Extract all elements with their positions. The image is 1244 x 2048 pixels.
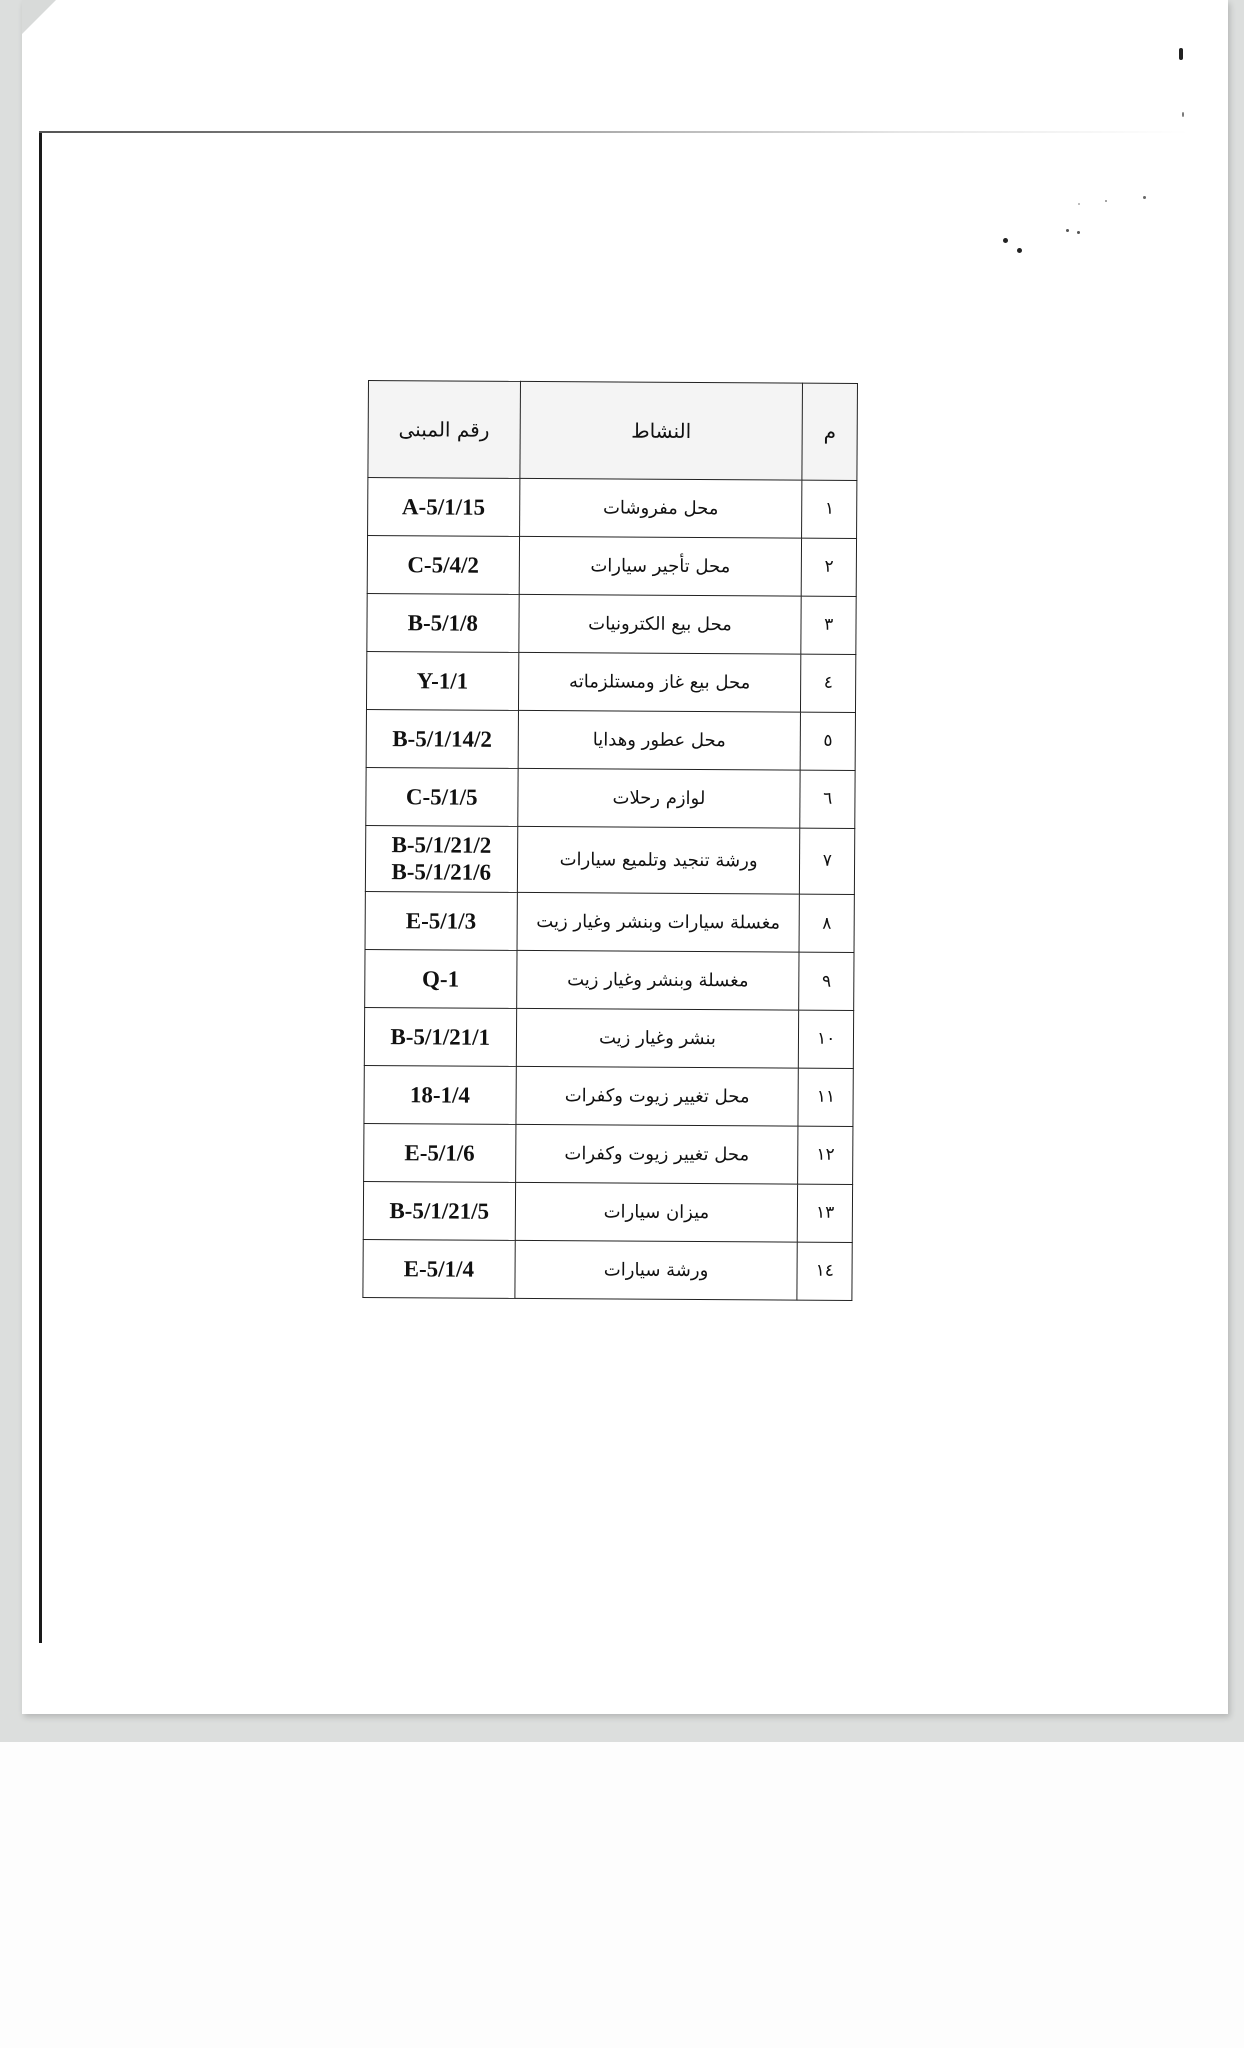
building-number: C-5/4/2 bbox=[407, 551, 480, 578]
activity-name: مغسلة سيارات وبنشر وغيار زيت bbox=[517, 892, 800, 952]
table-row bbox=[366, 651, 855, 712]
row-number: ٤ bbox=[801, 654, 856, 712]
activity-name: ميزان سيارات bbox=[515, 1182, 798, 1242]
table-body bbox=[363, 478, 857, 1301]
header-activity: النشاط bbox=[519, 381, 802, 480]
activity-name: مغسلة وبنشر وغيار زيت bbox=[516, 950, 799, 1010]
scan-speck bbox=[1066, 229, 1069, 232]
table-row bbox=[367, 593, 856, 654]
building-number-cell bbox=[363, 1181, 515, 1240]
row-number: ١١ bbox=[798, 1068, 853, 1126]
building-number: C-5/1/5 bbox=[405, 783, 478, 810]
row-number: ٩ bbox=[799, 952, 854, 1010]
activity-name: بنشر وغيار زيت bbox=[516, 1008, 799, 1068]
row-number: ٨ bbox=[799, 894, 854, 952]
scan-speck bbox=[1182, 112, 1184, 117]
building-number-cell bbox=[367, 535, 519, 594]
table-row bbox=[364, 1123, 853, 1184]
building-number-cell bbox=[368, 478, 520, 537]
frame-line-left bbox=[39, 131, 42, 1643]
building-number-cell bbox=[365, 892, 517, 951]
table-row bbox=[365, 950, 854, 1011]
building-number: E-5/1/3 bbox=[405, 907, 477, 934]
scan-speck bbox=[1143, 196, 1146, 199]
building-number: Y-1/1 bbox=[416, 667, 469, 694]
building-number-cell bbox=[366, 709, 518, 768]
building-number: B-5/1/21/6 bbox=[391, 859, 492, 886]
activity-name: محل تغيير زيوت وكفرات bbox=[515, 1124, 798, 1184]
table-header-row bbox=[368, 381, 858, 481]
frame-line-top bbox=[39, 131, 1189, 133]
row-number: ٣ bbox=[801, 596, 856, 654]
building-number-cell bbox=[367, 593, 519, 652]
activity-name: محل عطور وهدايا bbox=[518, 710, 801, 770]
activity-name: محل تغيير زيوت وكفرات bbox=[516, 1066, 799, 1126]
row-number: ٥ bbox=[801, 712, 856, 770]
activity-name: لوازم رحلات bbox=[517, 768, 800, 828]
building-number: Q-1 bbox=[422, 966, 460, 992]
row-number: ١ bbox=[802, 480, 857, 538]
building-number: E-5/1/6 bbox=[404, 1139, 475, 1166]
table-row bbox=[368, 478, 857, 539]
table-row bbox=[365, 892, 854, 953]
building-number-cell bbox=[364, 1007, 516, 1066]
header-number: م bbox=[802, 383, 857, 480]
building-number-cell bbox=[365, 950, 517, 1009]
activity-name: محل بيع الكترونيات bbox=[518, 594, 801, 654]
scan-speck bbox=[1003, 238, 1008, 243]
scan-speck bbox=[1017, 248, 1022, 253]
activity-name: محل بيع غاز ومستلزماته bbox=[518, 652, 801, 712]
scan-speck bbox=[1179, 48, 1183, 60]
building-number: B-5/1/21/1 bbox=[390, 1023, 491, 1050]
building-number-cell bbox=[365, 825, 517, 892]
table-row bbox=[367, 535, 856, 596]
row-number: ١٢ bbox=[798, 1126, 853, 1184]
table-row bbox=[366, 709, 855, 770]
row-number: ١٠ bbox=[799, 1010, 854, 1068]
building-number: B-5/1/14/2 bbox=[392, 725, 492, 752]
building-number-cell bbox=[366, 651, 518, 710]
activity-name: ورشة تنجيد وتلميع سيارات bbox=[517, 826, 800, 894]
table-row bbox=[364, 1007, 853, 1068]
building-number: A-5/1/15 bbox=[401, 493, 486, 520]
row-number: ٢ bbox=[802, 538, 857, 596]
header-building-number: رقم المبنى bbox=[368, 381, 520, 479]
building-number-cell bbox=[366, 767, 518, 826]
building-number-cell bbox=[364, 1065, 516, 1124]
table-row bbox=[363, 1239, 852, 1300]
building-number-cell bbox=[364, 1123, 516, 1182]
row-number: ٧ bbox=[800, 828, 855, 894]
row-number: ١٤ bbox=[797, 1242, 852, 1300]
building-number: B-5/1/21/5 bbox=[389, 1197, 490, 1224]
building-number-cell bbox=[363, 1239, 515, 1298]
activity-name: محل تأجير سيارات bbox=[519, 536, 802, 596]
activities-table bbox=[362, 380, 858, 1301]
table-row bbox=[366, 767, 855, 828]
building-number: B-5/1/21/2 bbox=[391, 832, 492, 858]
building-number: E-5/1/4 bbox=[403, 1255, 475, 1282]
scan-speck bbox=[1077, 231, 1080, 234]
building-number: 18-1/4 bbox=[409, 1081, 471, 1108]
building-number: B-5/1/8 bbox=[407, 609, 479, 636]
activities-table-container bbox=[362, 380, 858, 1301]
activity-name: محل مفروشات bbox=[519, 478, 802, 538]
table-row bbox=[363, 1181, 852, 1242]
activity-name: ورشة سيارات bbox=[514, 1240, 797, 1300]
folded-corner bbox=[22, 0, 56, 34]
scan-speck bbox=[1078, 203, 1080, 205]
scan-speck bbox=[1105, 200, 1107, 202]
row-number: ١٣ bbox=[798, 1184, 853, 1242]
table-row bbox=[364, 1065, 853, 1126]
row-number: ٦ bbox=[800, 770, 855, 828]
table-row bbox=[365, 825, 854, 894]
